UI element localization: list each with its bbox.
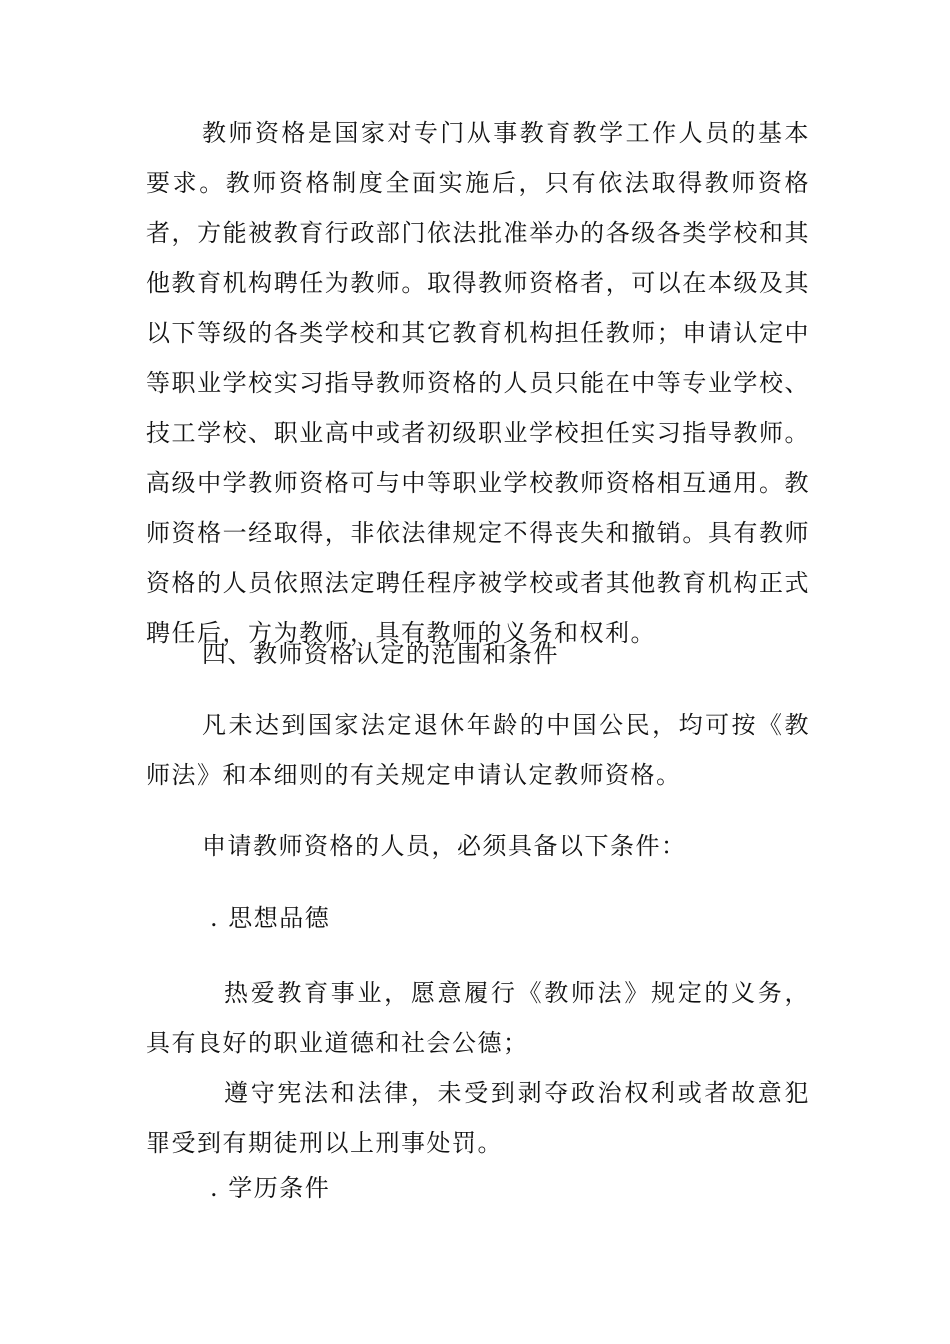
body-paragraph-requirements-intro: 申请教师资格的人员，必须具备以下条件： [202,832,687,860]
body-paragraph-teacher-qualification: 教师资格是国家对专门从事教育教学工作人员的基本要求。教师资格制度全面实施后，只有依法取得教师资格者，方能被教育行政部门依法批准举办的各级各类学校和其他教育机构聘任为教师。取得教师资格者，可以在本级及其以下等级的各类学校和其它教育机构担任教师；申请认定中等职业学校实习指导教师资格的人员只能在中等专业学校、技工学校、职业高中或者初级职业学校担任实习指导教师。高级中学教师资格可与中等职业学校教师资格相互通用。教师资格一经取得，非依法律规定不得丧失和撤销。具有教师资格的人员依照法定聘任程序被学校或者其他教育机构正式聘任后，方为教师，具有教师的义务和权利。 [146,119,810,647]
list-item-text-moral-character-a: 热爱教育事业，愿意履行《教师法》规定的义务，具有良好的职业道德和社会公德； [146,979,810,1057]
list-item-text-moral-character-b: 遵守宪法和法律，未受到剥夺政治权利或者故意犯罪受到有期徒刑以上刑事处罚。 [146,1079,810,1157]
body-paragraph-eligibility: 凡未达到国家法定退休年龄的中国公民，均可按《教师法》和本细则的有关规定申请认定教师资格。 [146,711,810,789]
list-item-heading-moral-character: . 思想品德 [210,904,331,932]
list-item-heading-education: . 学历条件 [210,1174,331,1202]
section-heading-scope-and-conditions: 四、教师资格认定的范围和条件 [202,640,559,668]
